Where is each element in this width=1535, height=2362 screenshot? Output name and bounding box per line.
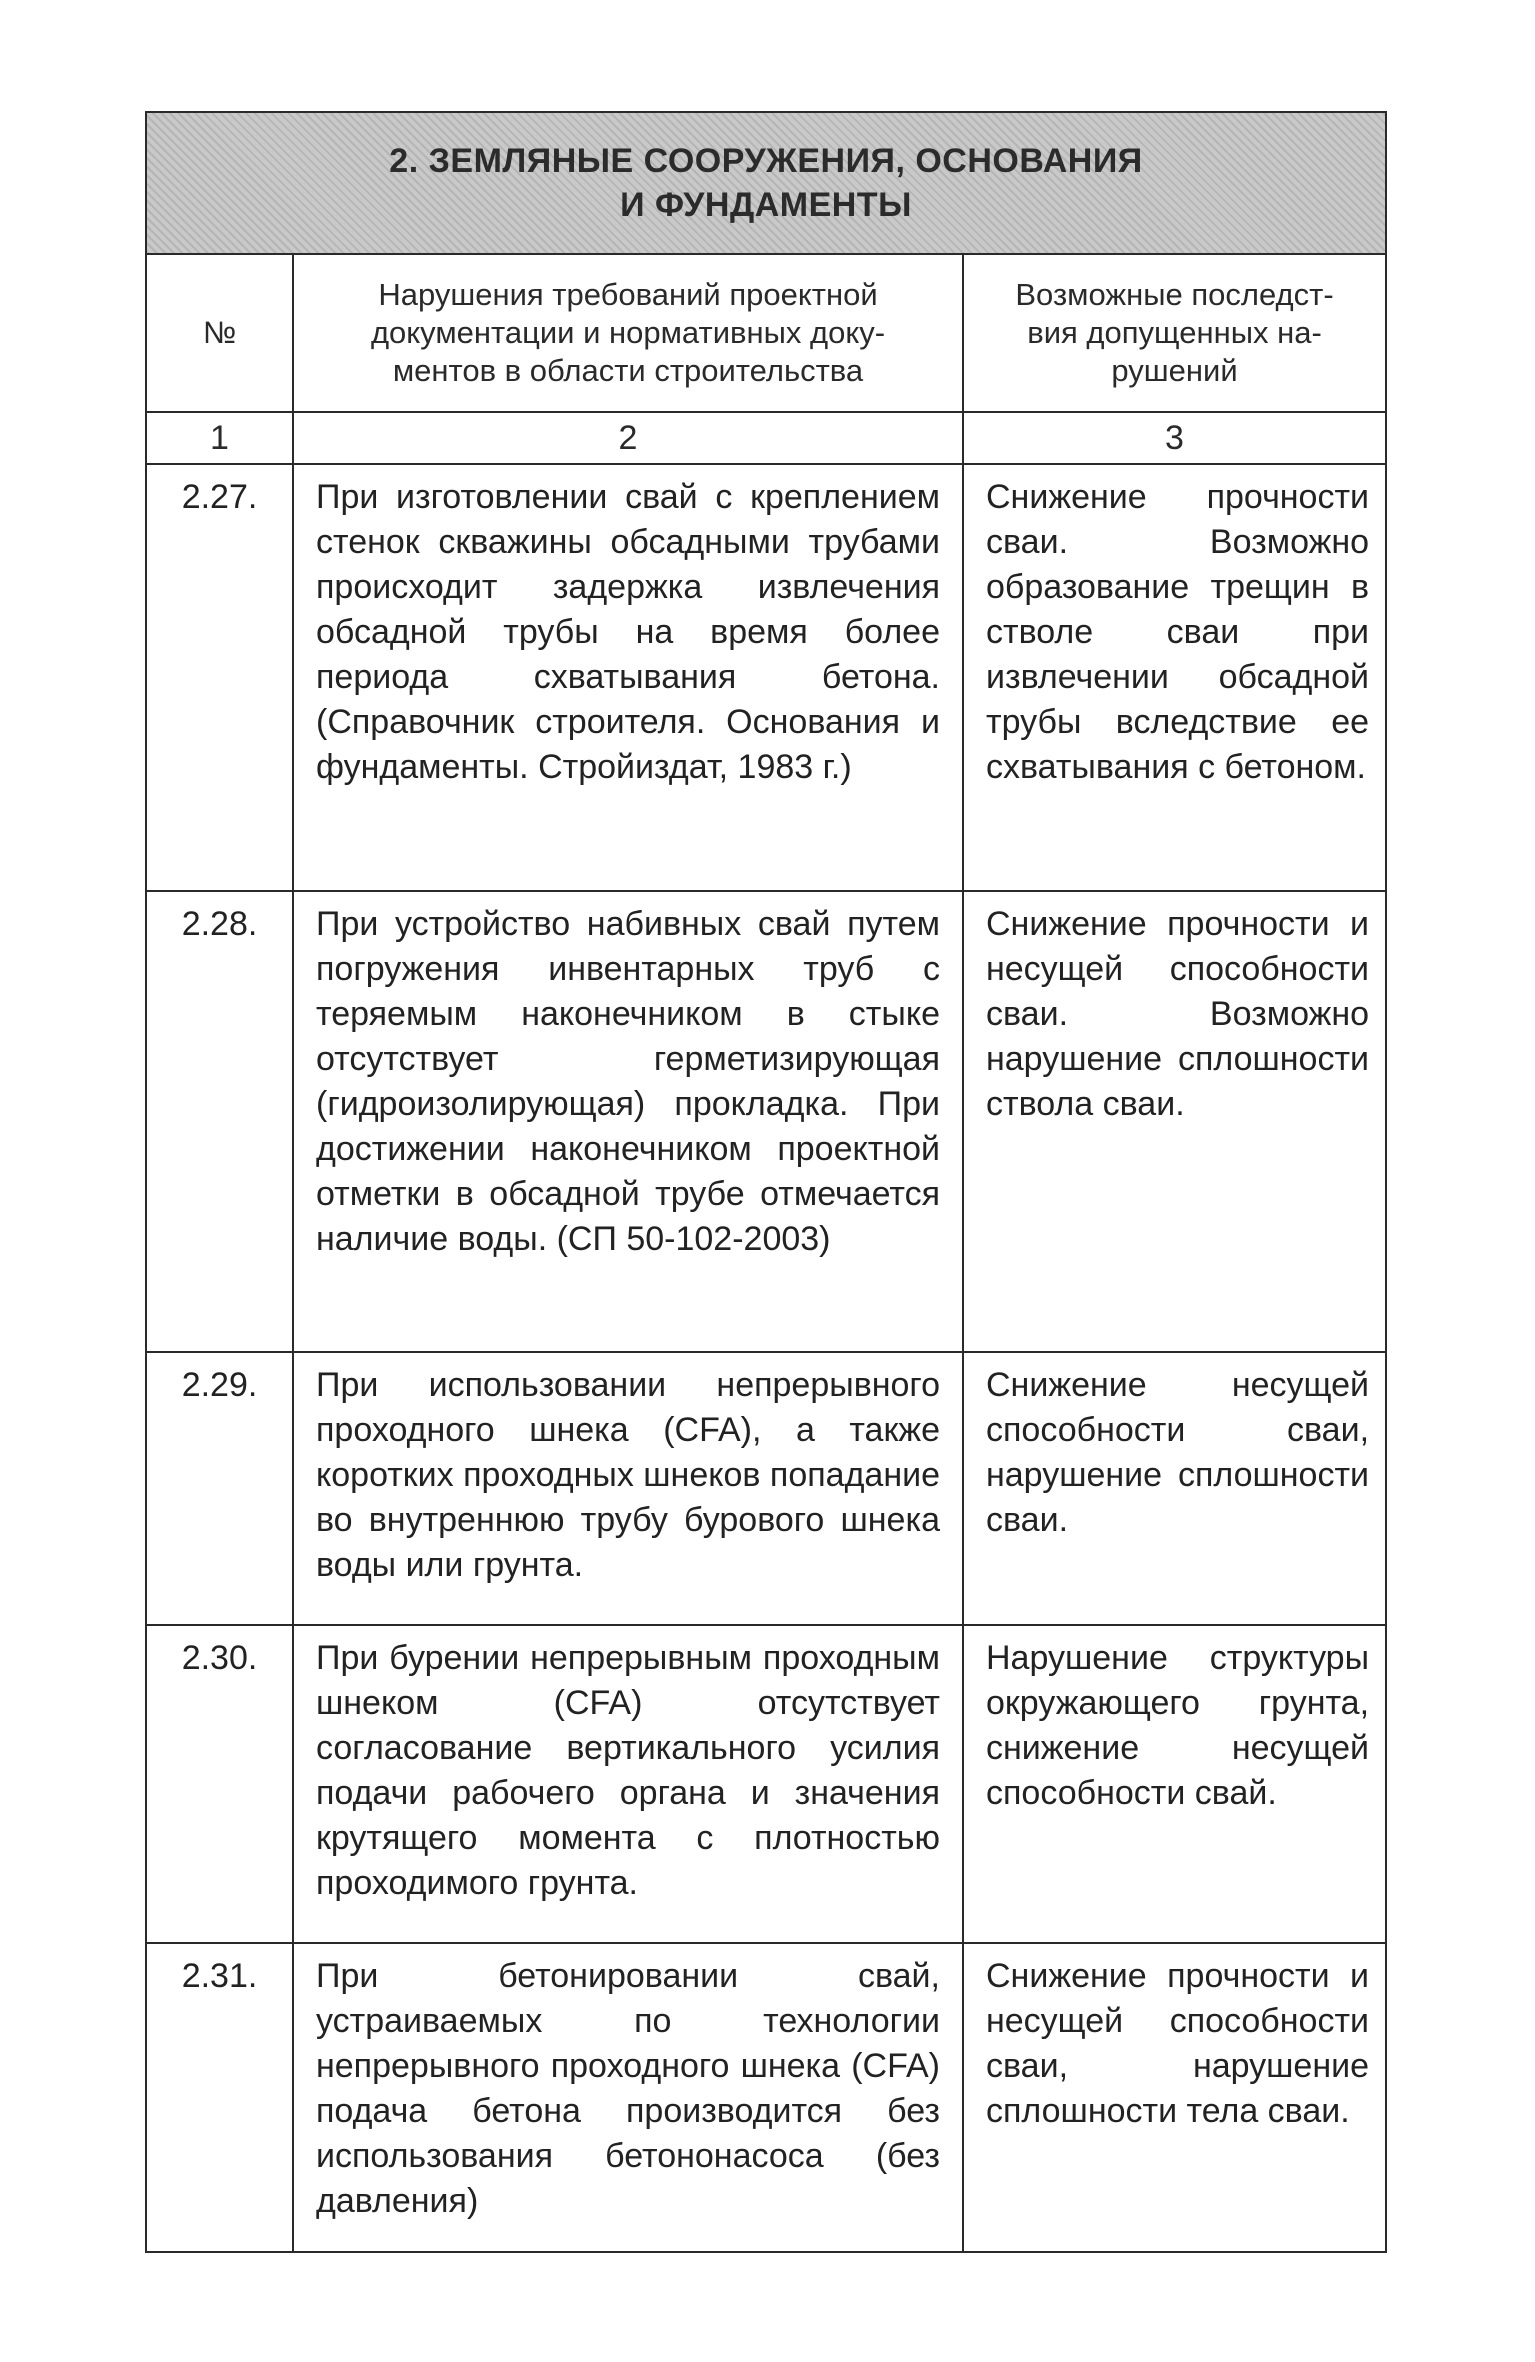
- row-consequence: Снижение прочности и несущей способности сваи, нарушение сплошности тела сваи.: [963, 1943, 1386, 2252]
- header-row: [146, 254, 1386, 412]
- header-consequences-text: Возможные последст- вия допущенных на- рушений: [1015, 277, 1334, 388]
- row-number: 2.30.: [146, 1625, 293, 1943]
- row-number: 2.29.: [146, 1352, 293, 1625]
- table-row: [146, 1943, 1386, 2252]
- table-row: [146, 464, 1386, 891]
- header-violations: [293, 254, 963, 412]
- violations-table: [145, 111, 1387, 2253]
- column-number-3: 3: [963, 412, 1386, 464]
- row-consequence: Снижение прочности сваи. Возможно образование трещин в стволе сваи при извлечении обсадной трубы вследствие ее схватывания с бетоном.: [963, 464, 1386, 891]
- section-title: 2. ЗЕМЛЯНЫЕ СООРУЖЕНИЯ, ОСНОВАНИЯ И ФУНДАМЕНТЫ: [389, 142, 1143, 224]
- header-consequences: [963, 254, 1386, 412]
- row-number: 2.31.: [146, 1943, 293, 2252]
- row-violation: При изготовлении свай с креплением стенок скважины обсадными трубами происходит задержка извлечения обсадной трубы на время более периода схватывания бетона. (Справочник строителя. Основания и фундаменты. Стройиздат, 1983 г.): [293, 464, 963, 891]
- table-row: [146, 1625, 1386, 1943]
- header-number-text: №: [202, 315, 237, 350]
- row-violation: При устройство набивных свай путем погружения инвентарных труб с теряемым наконечником в стыке отсутствует герметизирующая (гидроизолирующая) прокладка. При достижении наконечником проектной отметки в обсадной трубе отмечается наличие воды. (СП 50-102-2003): [293, 891, 963, 1352]
- section-title-row: [146, 112, 1386, 254]
- header-violations-text: Нарушения требований проектной документации и нормативных доку- ментов в области строительства: [370, 277, 886, 388]
- row-violation: При использовании непрерывного проходного шнека (CFA), а также коротких проходных шнеков попадание во внутреннюю трубу бурового шнека воды или грунта.: [293, 1352, 963, 1625]
- table-row: [146, 1352, 1386, 1625]
- row-violation: При бурении непрерывным проходным шнеком (CFA) отсутствует согласование вертикального усилия подачи рабочего органа и значения крутящего момента с плотностью проходимого грунта.: [293, 1625, 963, 1943]
- header-number: [146, 254, 293, 412]
- table-row: [146, 891, 1386, 1352]
- row-consequence: Снижение прочности и несущей способности сваи. Возможно нарушение сплошности ствола сваи.: [963, 891, 1386, 1352]
- row-consequence: Снижение несущей способности сваи, нарушение сплошности сваи.: [963, 1352, 1386, 1625]
- column-number-1: 1: [146, 412, 293, 464]
- column-number-row: [146, 412, 1386, 464]
- row-consequence: Нарушение структуры окружающего грунта, снижение несущей способности свай.: [963, 1625, 1386, 1943]
- row-number: 2.27.: [146, 464, 293, 891]
- document-page: [145, 111, 1385, 2253]
- row-violation: При бетонировании свай, устраиваемых по технологии непрерывного проходного шнека (CFA) подача бетона производится без использования бетононасоса (без давления): [293, 1943, 963, 2252]
- column-number-2: 2: [293, 412, 963, 464]
- section-title-cell: [146, 112, 1386, 254]
- row-number: 2.28.: [146, 891, 293, 1352]
